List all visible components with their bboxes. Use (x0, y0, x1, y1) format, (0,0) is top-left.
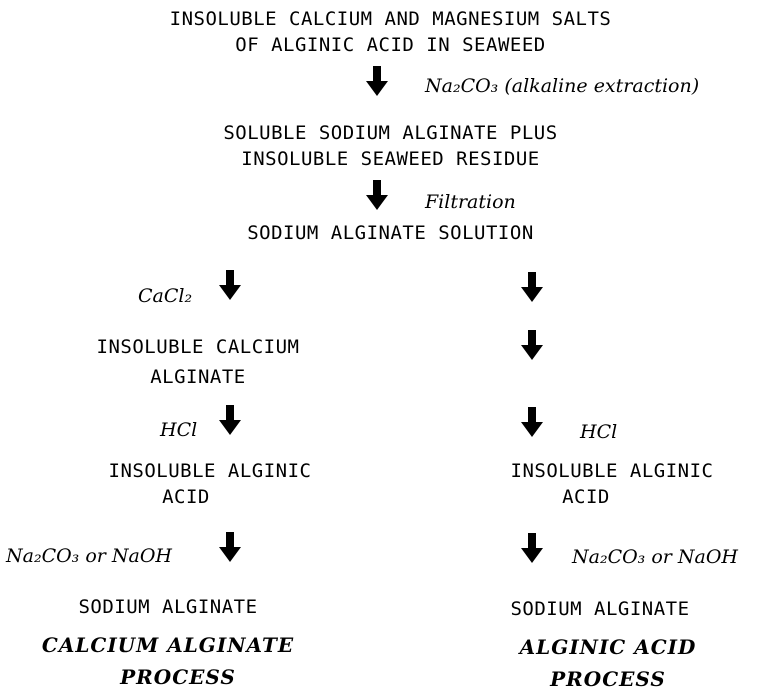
left-calcium-alginate-line-1: INSOLUBLE CALCIUM (96, 336, 300, 358)
filtration-step: Filtration (425, 191, 516, 213)
extraction-note: (alkaline extraction) (504, 75, 700, 97)
down-arrow-icon (219, 270, 241, 300)
extraction-formula: Na₂CO₃ (425, 75, 499, 97)
down-arrow-icon (366, 180, 388, 210)
calcium-chloride-reagent: CaCl₂ (138, 285, 193, 307)
down-arrow-icon (521, 272, 543, 302)
down-arrow-icon (219, 532, 241, 562)
alginic-acid-process-line-1: ALGINIC ACID (519, 635, 697, 659)
right-hcl-reagent: HCl (580, 421, 618, 443)
alginic-acid-process-line-2: PROCESS (550, 667, 666, 691)
soluble-alginate-line-1: SOLUBLE SODIUM ALGINATE PLUS (223, 122, 558, 144)
calcium-alginate-process-line-2: PROCESS (120, 665, 236, 689)
calcium-alginate-process-line-1: CALCIUM ALGINATE (41, 633, 295, 657)
down-arrow-icon (521, 330, 543, 360)
seaweed-salts-line-1: INSOLUBLE CALCIUM AND MAGNESIUM SALTS (169, 8, 612, 30)
right-base-reagent: Na₂CO₃ or NaOH (572, 546, 738, 568)
down-arrow-icon (521, 533, 543, 563)
soluble-alginate-line-2: INSOLUBLE SEAWEED RESIDUE (241, 148, 540, 170)
right-alginic-acid-line-1: INSOLUBLE ALGINIC (510, 460, 714, 482)
left-hcl-reagent: HCl (160, 419, 198, 441)
down-arrow-icon (366, 66, 388, 96)
left-sodium-alginate: SODIUM ALGINATE (78, 596, 258, 618)
down-arrow-icon (219, 405, 241, 435)
extraction-reagent (425, 74, 699, 98)
left-calcium-alginate-line-2: ALGINATE (150, 366, 246, 388)
left-base-reagent: Na₂CO₃ or NaOH (6, 545, 172, 567)
left-alginic-acid-line-1: INSOLUBLE ALGINIC (108, 460, 312, 482)
down-arrow-icon (521, 407, 543, 437)
right-alginic-acid-line-2: ACID (562, 486, 610, 508)
left-alginic-acid-line-2: ACID (162, 486, 210, 508)
sodium-alginate-solution: SODIUM ALGINATE SOLUTION (247, 222, 534, 244)
right-sodium-alginate: SODIUM ALGINATE (510, 598, 690, 620)
seaweed-salts-line-2: OF ALGINIC ACID IN SEAWEED (235, 34, 546, 56)
